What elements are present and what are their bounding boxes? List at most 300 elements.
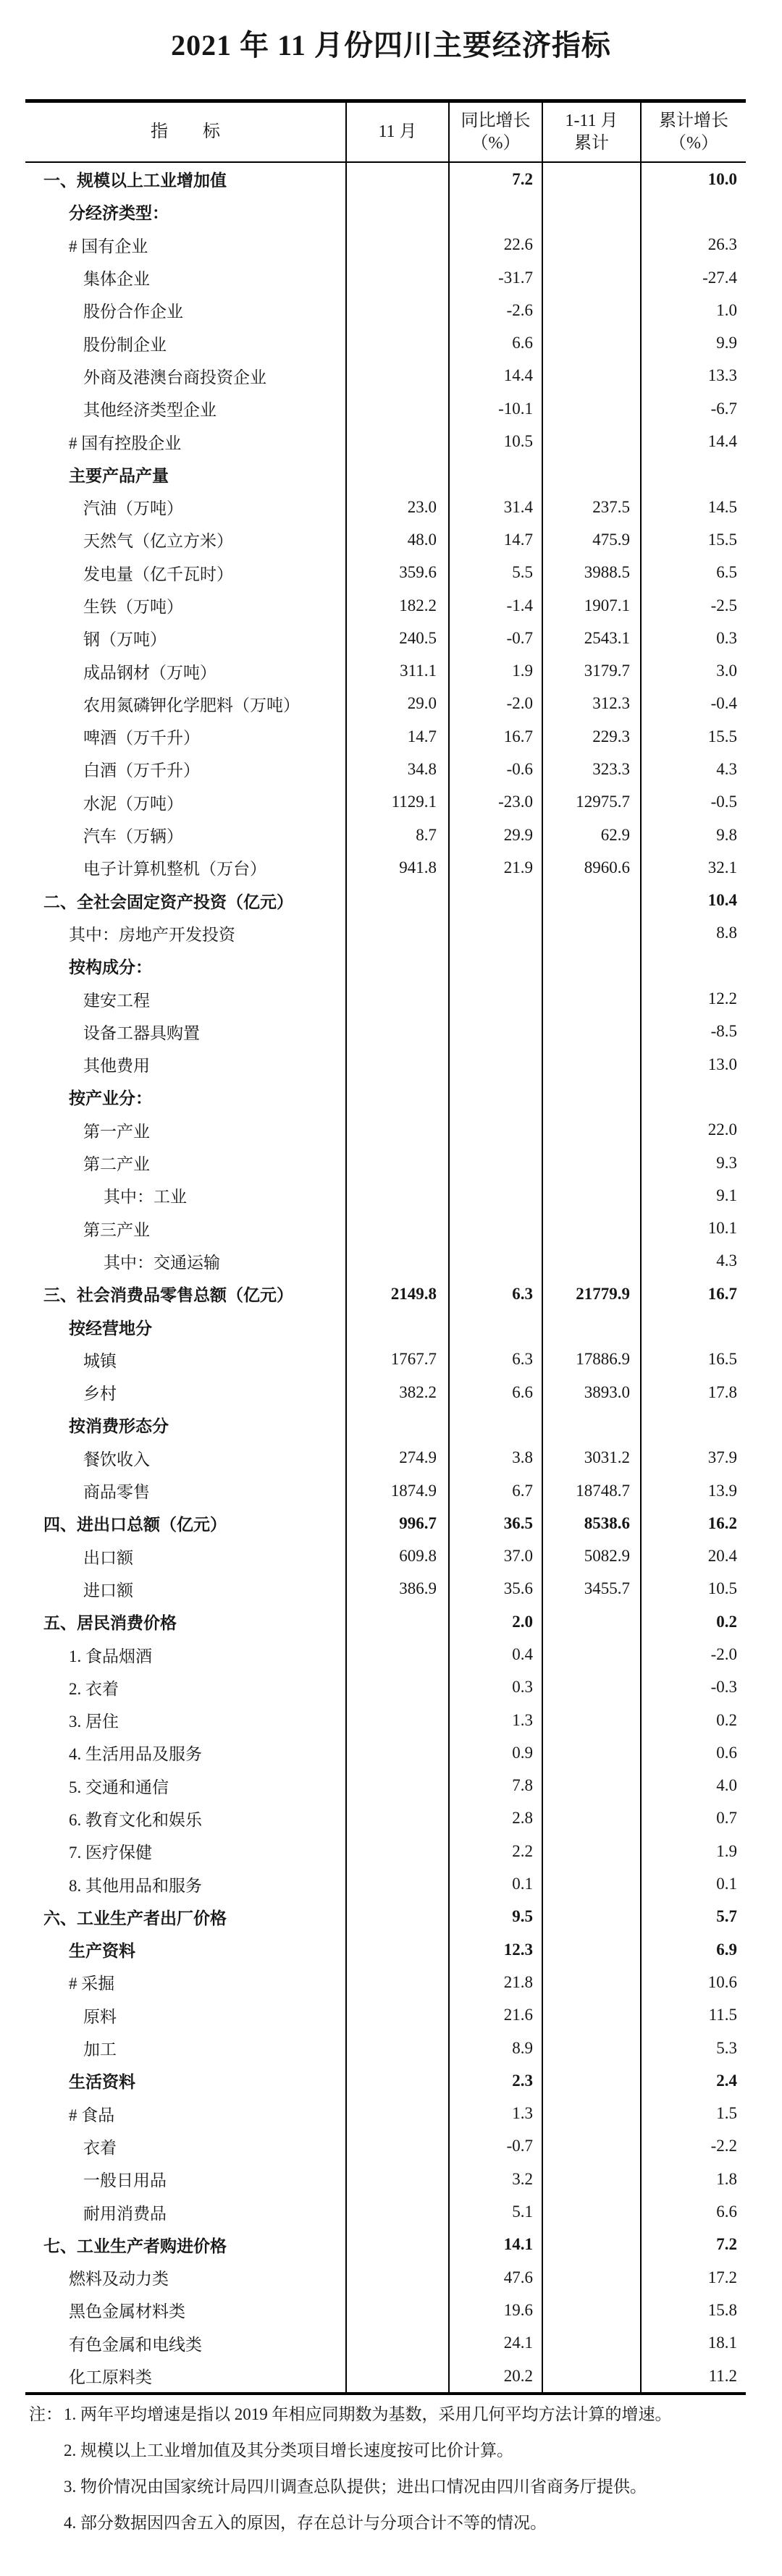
value-cell <box>345 1966 448 1998</box>
value-cell <box>448 917 542 950</box>
indicator-label: 8. 其他用品和服务 <box>69 1876 202 1895</box>
value-cell <box>448 1409 542 1441</box>
table-row <box>25 1409 746 1441</box>
indicator-label: 乡村 <box>83 1385 117 1403</box>
table-row <box>25 557 746 589</box>
indicator-label: 三、社会消费品零售总额（亿元） <box>43 1286 293 1305</box>
value-cell: 8.9 <box>448 2032 542 2064</box>
value-cell <box>345 1901 448 1933</box>
value-cell <box>345 294 448 326</box>
value-cell <box>345 1671 448 1704</box>
value-cell <box>345 1933 448 1966</box>
value-cell: 14.7 <box>448 523 542 556</box>
table-row <box>25 2229 746 2261</box>
indicator-label: 原料 <box>83 2007 117 2026</box>
value-cell <box>345 2032 448 2064</box>
table-row <box>25 425 746 457</box>
value-cell <box>345 1081 448 1113</box>
value-cell <box>345 2064 448 2097</box>
table-row <box>25 1114 746 1146</box>
value-cell: 6.6 <box>448 326 542 359</box>
header-cumulative-line2: 累计 <box>574 133 609 153</box>
table-row <box>25 2360 746 2392</box>
indicator-label: 白酒（万千升） <box>83 761 200 780</box>
value-cell: -10.1 <box>448 392 542 425</box>
value-cell: 2.0 <box>448 1605 542 1638</box>
header-cumulative-growth-line1: 累计增长 <box>659 111 728 130</box>
value-cell <box>345 1310 448 1343</box>
table-row <box>25 1671 746 1704</box>
value-cell: -0.7 <box>448 2130 542 2163</box>
value-cell: 0.9 <box>448 1736 542 1769</box>
indicator-label: 一般日用品 <box>83 2171 167 2190</box>
indicator-label: 生铁（万吨） <box>83 598 183 616</box>
value-cell <box>542 917 640 950</box>
table-row <box>25 491 746 523</box>
value-cell <box>345 1736 448 1769</box>
value-cell: 13.9 <box>640 1474 746 1507</box>
table-row <box>25 753 746 785</box>
value-cell: 14.4 <box>448 360 542 392</box>
value-cell <box>448 950 542 982</box>
header-indicator-text: 指 标 <box>151 122 220 141</box>
value-cell: 16.7 <box>448 720 542 753</box>
note-text: 2. 规模以上工业增加值及其分类项目增长速度按可比价计算。 <box>64 2441 513 2460</box>
value-cell: 8.8 <box>640 917 746 950</box>
value-cell: 3.0 <box>640 654 746 687</box>
indicator-label: 发电量（亿千瓦时） <box>83 565 233 583</box>
table-row <box>25 1867 746 1900</box>
value-cell <box>345 2229 448 2261</box>
note-prefix <box>29 2476 64 2498</box>
indicator-label: 第三产业 <box>83 1220 150 1239</box>
value-cell: 16.7 <box>640 1278 746 1310</box>
value-cell <box>345 2130 448 2163</box>
value-cell: 29.9 <box>448 819 542 851</box>
value-cell <box>640 1409 746 1441</box>
value-cell: 37.9 <box>640 1442 746 1474</box>
indicator-label: 出口额 <box>83 1548 133 1567</box>
value-cell: 32.1 <box>640 851 746 884</box>
value-cell <box>640 458 746 491</box>
indicator-label: 第二产业 <box>83 1155 150 1174</box>
table-row <box>25 1835 746 1867</box>
value-cell: 9.8 <box>640 819 746 851</box>
value-cell: 274.9 <box>345 1442 448 1474</box>
value-cell: 1.3 <box>448 1704 542 1736</box>
value-cell: 323.3 <box>542 753 640 785</box>
table-row <box>25 786 746 819</box>
value-cell: 14.7 <box>345 720 448 753</box>
indicator-label: 二、全社会固定资产投资（亿元） <box>43 892 293 911</box>
indicator-label: 五、居民消费价格 <box>43 1614 177 1633</box>
value-cell: 8.7 <box>345 819 448 851</box>
note-line <box>29 2440 760 2462</box>
value-cell: 48.0 <box>345 523 448 556</box>
value-cell <box>542 458 640 491</box>
indicator-label: 水泥（万吨） <box>83 794 183 813</box>
value-cell <box>542 1048 640 1081</box>
indicator-label: # 采掘 <box>69 1975 115 1993</box>
value-cell <box>542 950 640 982</box>
value-cell: 941.8 <box>345 851 448 884</box>
value-cell: 19.6 <box>448 2294 542 2326</box>
indicator-label: 六、工业生产者出厂价格 <box>43 1909 227 1927</box>
value-cell <box>345 392 448 425</box>
value-cell: 0.1 <box>448 1867 542 1900</box>
table-row <box>25 2327 746 2360</box>
table-row <box>25 458 746 491</box>
indicator-label: 餐饮收入 <box>83 1450 150 1469</box>
indicator-label: 第一产业 <box>83 1122 150 1141</box>
value-cell: 35.6 <box>448 1573 542 1605</box>
value-cell: -2.2 <box>640 2130 746 2163</box>
value-cell: 1.9 <box>640 1835 746 1867</box>
table-row <box>25 720 746 753</box>
header-month-text: 11 月 <box>378 122 417 141</box>
value-cell: 11.5 <box>640 1999 746 2032</box>
value-cell <box>448 884 542 917</box>
value-cell: -31.7 <box>448 261 542 294</box>
indicator-label: 啤酒（万千升） <box>83 729 200 748</box>
indicator-label: 分经济类型： <box>69 204 169 223</box>
table-row <box>25 1704 746 1736</box>
indicator-label: 其中：房地产开发投资 <box>69 925 235 944</box>
value-cell: 36.5 <box>448 1507 542 1540</box>
table-row <box>25 819 746 851</box>
indicator-label: 主要产品产量 <box>69 466 169 485</box>
table-row <box>25 1802 746 1835</box>
value-cell: 23.0 <box>345 491 448 523</box>
indicator-label: 股份制企业 <box>83 335 167 354</box>
value-cell: 6.3 <box>448 1278 542 1310</box>
note-prefix <box>29 2512 64 2534</box>
table-row <box>25 1179 746 1212</box>
table-row <box>25 294 746 326</box>
indicator-label: 加工 <box>83 2040 117 2059</box>
value-cell: -2.0 <box>448 688 542 720</box>
table-row <box>25 523 746 556</box>
table-row <box>25 326 746 359</box>
value-cell: 0.2 <box>640 1704 746 1736</box>
indicator-label: 其中：交通运输 <box>104 1253 220 1272</box>
value-cell: 0.1 <box>640 1867 746 1900</box>
value-cell: 382.2 <box>345 1376 448 1409</box>
value-cell <box>448 1179 542 1212</box>
indicator-label: 其中：工业 <box>104 1188 187 1207</box>
value-cell <box>345 1212 448 1245</box>
value-cell <box>345 195 448 228</box>
value-cell <box>542 229 640 261</box>
indicator-label: 化工原料类 <box>69 2368 152 2387</box>
value-cell <box>542 1146 640 1179</box>
value-cell: -6.7 <box>640 392 746 425</box>
table-row <box>25 950 746 982</box>
value-cell <box>542 360 640 392</box>
table-row <box>25 917 746 950</box>
value-cell <box>542 1835 640 1867</box>
table-row <box>25 195 746 228</box>
value-cell: 1.3 <box>448 2098 542 2130</box>
value-cell <box>345 950 448 982</box>
value-cell: 8538.6 <box>542 1507 640 1540</box>
value-cell: 0.6 <box>640 1736 746 1769</box>
value-cell: 14.1 <box>448 2229 542 2261</box>
value-cell: 2.8 <box>448 1802 542 1835</box>
value-cell: 312.3 <box>542 688 640 720</box>
table-row <box>25 1966 746 1998</box>
value-cell <box>345 1048 448 1081</box>
value-cell <box>542 2032 640 2064</box>
value-cell: 4.3 <box>640 753 746 785</box>
value-cell: 2543.1 <box>542 622 640 654</box>
indicator-label: 黑色金属材料类 <box>69 2302 185 2321</box>
indicator-label: 耐用消费品 <box>83 2204 167 2223</box>
value-cell <box>448 1212 542 1245</box>
value-cell <box>542 1966 640 1998</box>
value-cell: 5.7 <box>640 1901 746 1933</box>
value-cell: 4.3 <box>640 1245 746 1278</box>
table-row <box>25 1638 746 1671</box>
value-cell <box>542 2294 640 2326</box>
value-cell: 31.4 <box>448 491 542 523</box>
note-prefix <box>29 2440 64 2462</box>
table-row <box>25 1048 746 1081</box>
value-cell: 7.2 <box>448 163 542 195</box>
value-cell <box>345 917 448 950</box>
indicator-label: 7. 医疗保健 <box>69 1844 152 1862</box>
indicator-label: 集体企业 <box>83 270 150 289</box>
table-row <box>25 654 746 687</box>
value-cell: 240.5 <box>345 622 448 654</box>
indicator-label: 有色金属和电线类 <box>69 2335 202 2354</box>
indicator-label: 汽车（万辆） <box>83 827 183 846</box>
indicator-label: 商品零售 <box>83 1483 150 1502</box>
value-cell: 12975.7 <box>542 786 640 819</box>
value-cell <box>542 163 640 195</box>
value-cell <box>345 425 448 457</box>
value-cell <box>345 1245 448 1278</box>
value-cell: 6.6 <box>640 2195 746 2228</box>
value-cell <box>345 326 448 359</box>
value-cell <box>448 1015 542 1048</box>
value-cell <box>448 1114 542 1146</box>
table-row <box>25 1343 746 1376</box>
value-cell: 13.3 <box>640 360 746 392</box>
value-cell: 22.0 <box>640 1114 746 1146</box>
value-cell <box>345 163 448 195</box>
page-title: 2021 年 11 月份四川主要经济指标 <box>171 29 611 62</box>
table-row <box>25 851 746 884</box>
note-line <box>29 2404 760 2425</box>
value-cell: -2.0 <box>640 1638 746 1671</box>
value-cell <box>542 1770 640 1802</box>
value-cell: 182.2 <box>345 589 448 622</box>
indicator-label: 进口额 <box>83 1581 133 1600</box>
table-row <box>25 589 746 622</box>
value-cell: 17886.9 <box>542 1343 640 1376</box>
indicator-label: 按经营地分 <box>69 1319 152 1338</box>
table-row <box>25 360 746 392</box>
value-cell: 16.5 <box>640 1343 746 1376</box>
value-cell <box>345 1999 448 2032</box>
header-yoy-line2: （%） <box>471 133 521 153</box>
value-cell: -8.5 <box>640 1015 746 1048</box>
value-cell: 20.4 <box>640 1540 746 1572</box>
value-cell: 2.4 <box>640 2064 746 2097</box>
note-text: 3. 物价情况由国家统计局四川调查总队提供；进出口情况由四川省商务厅提供。 <box>64 2478 647 2496</box>
indicator-label: 其他费用 <box>83 1057 150 1076</box>
indicator-label: # 国有企业 <box>69 237 148 256</box>
value-cell <box>542 1933 640 1966</box>
indicator-label: 四、进出口总额（亿元） <box>43 1516 227 1534</box>
table-row <box>25 2261 746 2294</box>
value-cell: 10.1 <box>640 1212 746 1245</box>
value-cell: 21.6 <box>448 1999 542 2032</box>
value-cell: -23.0 <box>448 786 542 819</box>
value-cell <box>640 195 746 228</box>
value-cell <box>345 982 448 1015</box>
value-cell: 21.9 <box>448 851 542 884</box>
value-cell <box>345 1638 448 1671</box>
value-cell <box>542 294 640 326</box>
value-cell <box>542 1409 640 1441</box>
value-cell: 0.4 <box>448 1638 542 1671</box>
value-cell: 14.5 <box>640 491 746 523</box>
value-cell <box>542 195 640 228</box>
value-cell <box>345 2261 448 2294</box>
value-cell: 11.2 <box>640 2360 746 2392</box>
value-cell: 10.5 <box>448 425 542 457</box>
value-cell: -0.3 <box>640 1671 746 1704</box>
value-cell <box>345 1802 448 1835</box>
value-cell <box>345 1835 448 1867</box>
value-cell <box>345 1409 448 1441</box>
value-cell <box>448 982 542 1015</box>
value-cell: 5082.9 <box>542 1540 640 1572</box>
value-cell: 22.6 <box>448 229 542 261</box>
value-cell: 34.8 <box>345 753 448 785</box>
note-prefix: 注： <box>29 2405 62 2424</box>
value-cell <box>542 1802 640 1835</box>
value-cell: 2.3 <box>448 2064 542 2097</box>
value-cell: 3.8 <box>448 1442 542 1474</box>
value-cell: 10.0 <box>640 163 746 195</box>
value-cell: 1874.9 <box>345 1474 448 1507</box>
indicator-label: 股份合作企业 <box>83 303 183 321</box>
value-cell <box>542 2130 640 2163</box>
value-cell <box>448 1310 542 1343</box>
value-cell: 16.2 <box>640 1507 746 1540</box>
table-row <box>25 1736 746 1769</box>
table-row <box>25 1212 746 1245</box>
table-row <box>25 163 746 195</box>
table-header-row <box>25 99 746 163</box>
value-cell: 9.1 <box>640 1179 746 1212</box>
value-cell <box>345 1867 448 1900</box>
value-cell <box>345 229 448 261</box>
value-cell <box>640 1081 746 1113</box>
indicator-label: 5. 交通和通信 <box>69 1778 169 1796</box>
value-cell <box>345 1605 448 1638</box>
table-row <box>25 1474 746 1507</box>
value-cell: 0.2 <box>640 1605 746 1638</box>
value-cell: -2.6 <box>448 294 542 326</box>
table-row <box>25 2064 746 2097</box>
indicator-label: 设备工器具购置 <box>83 1023 200 1042</box>
indicator-label: 钢（万吨） <box>83 630 167 649</box>
value-cell: 3893.0 <box>542 1376 640 1409</box>
value-cell <box>542 2064 640 2097</box>
value-cell: 8960.6 <box>542 851 640 884</box>
value-cell: 10.5 <box>640 1573 746 1605</box>
value-cell: 12.2 <box>640 982 746 1015</box>
value-cell <box>542 1605 640 1638</box>
value-cell: 15.5 <box>640 523 746 556</box>
value-cell: 47.6 <box>448 2261 542 2294</box>
value-cell: 5.5 <box>448 557 542 589</box>
value-cell: 14.4 <box>640 425 746 457</box>
value-cell: 7.8 <box>448 1770 542 1802</box>
value-cell: 20.2 <box>448 2360 542 2392</box>
table-row <box>25 1933 746 1966</box>
header-cumulative-growth-line2: （%） <box>669 133 718 153</box>
value-cell: 6.6 <box>448 1376 542 1409</box>
value-cell <box>542 2327 640 2360</box>
table-row <box>25 1999 746 2032</box>
value-cell: -0.4 <box>640 688 746 720</box>
value-cell: 6.9 <box>640 1933 746 1966</box>
value-cell: 3031.2 <box>542 1442 640 1474</box>
table-row <box>25 2032 746 2064</box>
header-cumulative-line1: 1-11 月 <box>565 111 618 130</box>
value-cell <box>345 360 448 392</box>
value-cell: -0.5 <box>640 786 746 819</box>
value-cell: 10.6 <box>640 1966 746 1998</box>
value-cell <box>345 2327 448 2360</box>
value-cell <box>345 1146 448 1179</box>
value-cell <box>542 1704 640 1736</box>
indicator-label: 农用氮磷钾化学肥料（万吨） <box>83 696 300 714</box>
value-cell <box>542 1310 640 1343</box>
table-row <box>25 1310 746 1343</box>
value-cell <box>542 2163 640 2195</box>
value-cell: 9.3 <box>640 1146 746 1179</box>
table-row <box>25 1901 746 1933</box>
value-cell: 10.4 <box>640 884 746 917</box>
table-row <box>25 1442 746 1474</box>
value-cell: 1767.7 <box>345 1343 448 1376</box>
value-cell: 311.1 <box>345 654 448 687</box>
indicator-label: # 国有控股企业 <box>69 434 182 452</box>
value-cell <box>448 1146 542 1179</box>
indicator-label: 外商及港澳台商投资企业 <box>83 368 266 387</box>
value-cell <box>542 261 640 294</box>
value-cell: 229.3 <box>542 720 640 753</box>
table-row <box>25 2130 746 2163</box>
value-cell: 3179.7 <box>542 654 640 687</box>
table-row <box>25 1605 746 1638</box>
value-cell <box>542 1638 640 1671</box>
value-cell: 359.6 <box>345 557 448 589</box>
value-cell: 9.9 <box>640 326 746 359</box>
value-cell <box>448 1081 542 1113</box>
indicator-label: 按构成分： <box>69 958 152 977</box>
value-cell: 26.3 <box>640 229 746 261</box>
table-row <box>25 1573 746 1605</box>
value-cell: 237.5 <box>542 491 640 523</box>
value-cell <box>345 2360 448 2392</box>
